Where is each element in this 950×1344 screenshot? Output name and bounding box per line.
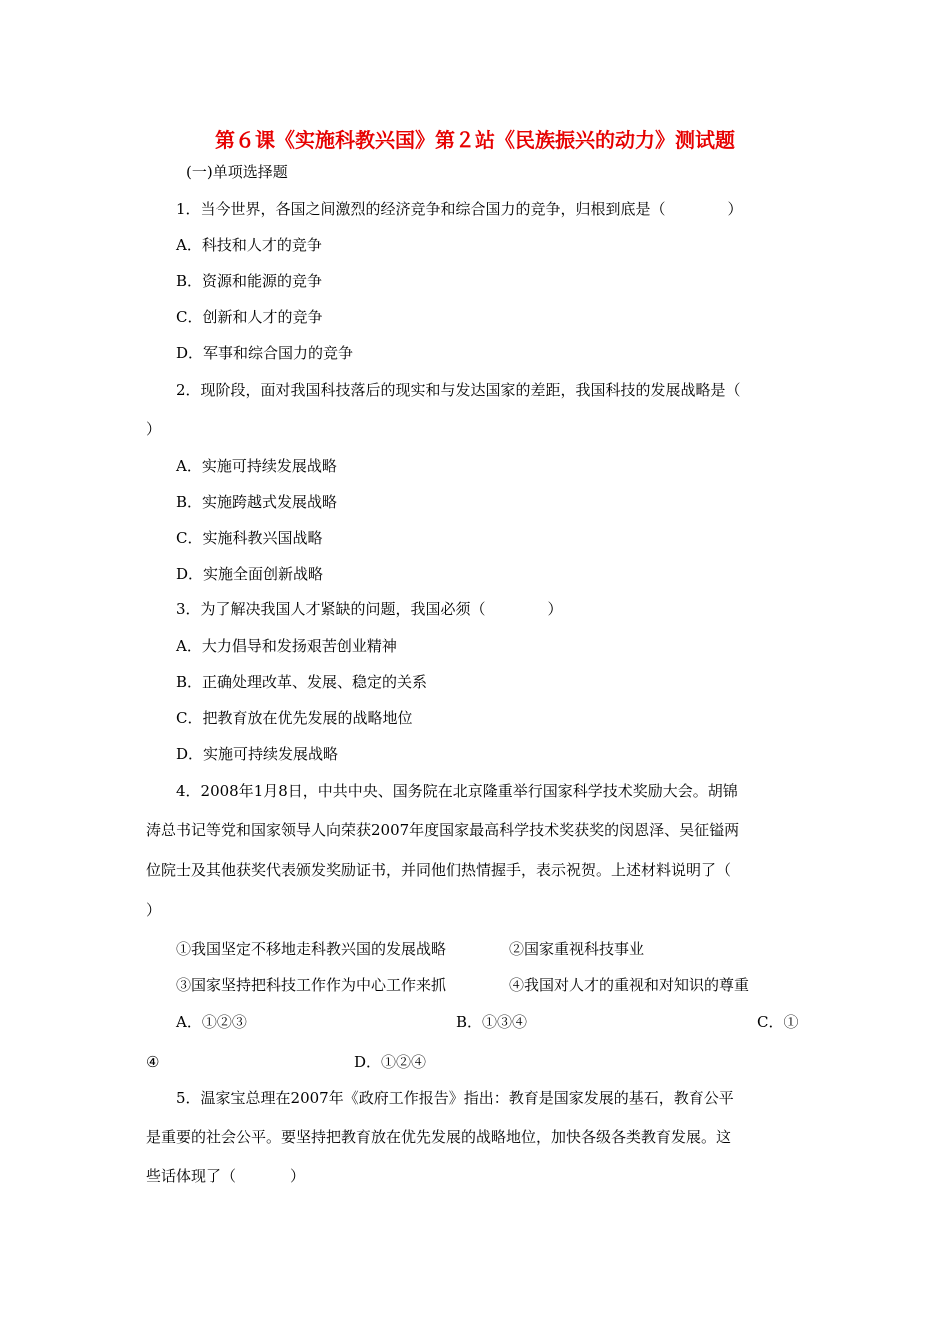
question-4-option-c: C．① (757, 1013, 799, 1031)
question-4-line-2: 涛总书记等党和国家领导人向荣获2007年度国家最高科学技术奖获奖的闵恩泽、吴征镒两 (146, 821, 740, 839)
question-5-close: ） (290, 1167, 306, 1185)
question-1-option-c: C．创新和人才的竞争 (176, 308, 323, 326)
question-1-close: ） (727, 200, 743, 218)
question-4-option-a: A．①②③ (176, 1013, 247, 1031)
question-3-text: 3．为了解决我国人才紧缺的问题，我国必须（ (176, 600, 486, 618)
question-3-option-c: C．把教育放在优先发展的战略地位 (176, 709, 413, 727)
question-1-text: 1．当今世界，各国之间激烈的经济竞争和综合国力的竞争，归根到底是（ (176, 200, 666, 218)
question-3-stem (176, 599, 563, 619)
question-3-option-a: A．大力倡导和发扬艰苦创业精神 (176, 637, 397, 655)
question-4-item-2: ②国家重视科技事业 (509, 940, 645, 958)
question-1-stem (176, 199, 743, 219)
question-1-option-d: D．军事和综合国力的竞争 (176, 344, 354, 362)
question-2-option-d: D．实施全面创新战略 (176, 565, 324, 583)
question-4-option-b: B．①③④ (456, 1013, 528, 1031)
question-5-text: 些话体现了（ (146, 1167, 237, 1185)
question-4-item-4: ④我国对人才的重视和对知识的尊重 (509, 976, 750, 994)
question-2-option-a: A．实施可持续发展战略 (176, 457, 337, 475)
question-5-line-2: 是重要的社会公平。要坚持把教育放在优先发展的战略地位，加快各级各类教育发展。这 (146, 1128, 732, 1146)
question-4-line-1: 4．2008年1月8日，中共中央、国务院在北京隆重举行国家科学技术奖励大会。胡锦 (176, 782, 738, 800)
question-3-option-d: D．实施可持续发展战略 (176, 745, 339, 763)
question-1-option-a: A．科技和人才的竞争 (176, 236, 322, 254)
question-3-option-b: B．正确处理改革、发展、稳定的关系 (176, 673, 428, 691)
question-4-item-3: ③国家坚持把科技工作作为中心工作来抓 (176, 976, 447, 994)
page-title: 第６课《实施科教兴国》第２站《民族振兴的动力》测试题 (215, 128, 735, 152)
question-4-line-3: 位院士及其他获奖代表颁发奖励证书，并同他们热情握手，表示祝贺。上述材料说明了（ (146, 861, 732, 879)
question-4-option-d: D．①②④ (354, 1053, 427, 1071)
question-4-line-4: ） (146, 901, 162, 919)
question-1-option-b: B．资源和能源的竞争 (176, 272, 323, 290)
section-heading: (一)单项选择题 (186, 163, 288, 181)
question-4-option-c-wrap: ④ (146, 1053, 160, 1071)
question-2-option-c: C．实施科教兴国战略 (176, 529, 323, 547)
question-2-stem: 2．现阶段，面对我国科技落后的现实和与发达国家的差距，我国科技的发展战略是（ (176, 381, 741, 399)
question-2-option-b: B．实施跨越式发展战略 (176, 493, 338, 511)
question-2-stem-wrap: ） (146, 420, 162, 438)
question-5-line-3 (146, 1166, 305, 1186)
question-4-item-1: ①我国坚定不移地走科教兴国的发展战略 (176, 940, 447, 958)
question-5-line-1: 5．温家宝总理在2007年《政府工作报告》指出：教育是国家发展的基石，教育公平 (176, 1089, 734, 1107)
question-3-close: ） (547, 600, 563, 618)
